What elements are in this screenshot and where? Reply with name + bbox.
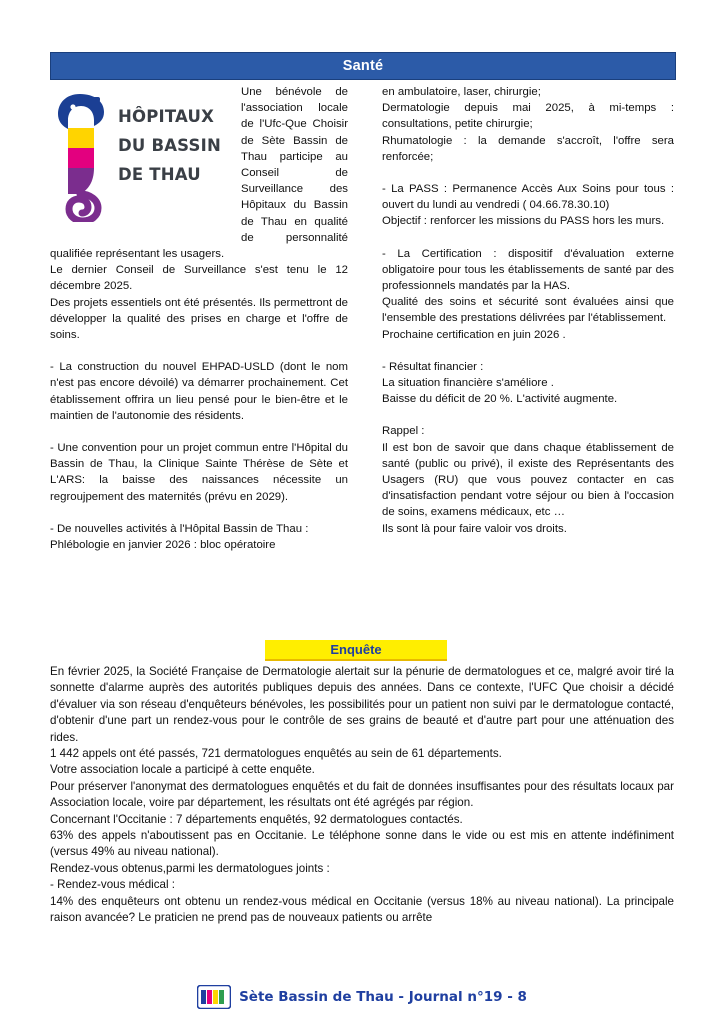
paragraph-rappel-droits: Ils sont là pour faire valoir vos droits. bbox=[382, 522, 567, 535]
section-banner-sante bbox=[50, 52, 676, 80]
enquete-paragraph-6: 63% des appels n'aboutissent pas en Occitanie. Le téléphone sonne dans le vide ou est mis en attente indéfiniment (versus 49% au niveau national). bbox=[50, 829, 674, 859]
spacer bbox=[50, 343, 348, 359]
paragraph-baisse-deficit: Baisse du déficit de 20 %. L'activité augmente. bbox=[382, 393, 618, 406]
enquete-paragraph-9: 14% des enquêteurs ont obtenu un rendez-vous médical en Occitanie (versus 18% au niveau national). La principale raison avancée? Le praticien ne prend pas de nouveaux patients ou arrête bbox=[50, 894, 674, 925]
paragraph-rappel-title: Rappel : bbox=[382, 425, 425, 438]
paragraph-qualite-soins: Qualité des soins et sécurité sont évaluées ainsi que l'ensemble des prestations délivrées par l'établissement. bbox=[382, 296, 674, 325]
paragraph-prochaine-certification: Prochaine certification en juin 2026 . bbox=[382, 328, 566, 341]
paragraph-projets: Des projets essentiels ont été présentés. Ils permettront de développer la qualité des prises en charge et l'offre de soins. bbox=[50, 296, 348, 342]
spacer bbox=[382, 343, 674, 359]
paragraph-rhumatologie: Rhumatologie : la demande s'accroît, l'offre sera renforcée; bbox=[382, 134, 674, 163]
paragraph-rappel-body: Il est bon de savoir que dans chaque établissement de santé (public ou privé), il existe des Représentants des Usagers (RU) que vous pouvez contacter en cas d'insatisfaction pendant votre séjour ou bien à l'occasion de soins, examens médicaux, etc … bbox=[382, 441, 674, 519]
hopitaux-bassin-thau-logo bbox=[50, 84, 235, 234]
logo-line-2: DU BASSIN bbox=[118, 136, 221, 155]
spacer bbox=[382, 230, 674, 246]
paragraph-ehpad: - La construction du nouvel EHPAD-USLD (dont le nom n'est pas encore dévoilé) va démarrer prochainement. Cet établissement offrira un lieu pensé pour le bien-être et le maintien de l'autonomie des résidents. bbox=[50, 361, 348, 422]
paragraph-nouvelles-activites: - De nouvelles activités à l'Hôpital Bassin de Thau : bbox=[50, 522, 309, 535]
paragraph-conseil-date: Le dernier Conseil de Surveillance s'est tenu le 12 décembre 2025. bbox=[50, 264, 348, 293]
left-column bbox=[50, 84, 348, 553]
paragraph-situation-financiere: La situation financière s'améliore . bbox=[382, 377, 554, 390]
spacer bbox=[50, 505, 348, 521]
paragraph-dermatologie: Dermatologie depuis mai 2025, à mi-temps : consultations, petite chirurgie; bbox=[382, 102, 674, 131]
enquete-paragraph-1: En février 2025, la Société Française de Dermatologie alertait sur la pénurie de dermatologues et ce, malgré avoir tiré la sonnette d'alarme auprès des autorités publiques depuis des années. Dans ce contexte, l'UFC Que choisir a décidé d'évaluer via son réseau d'enquêteurs bénévoles, les possibilités pour un patient non suivi par le dermatologue contacté, d'obtenir d'une part un rendez-vous pour le contrôle de ses grains de beauté et d'autre part pour une atténuation des rides. bbox=[50, 665, 674, 744]
paragraph-intro: Une bénévole de l'association locale de l'Ufc-Que Choisir de Sète Bassin de Thau participe au Conseil de Surveillance des Hôpitaux du Bassin de Thau en qualité de personnalité qualifiée représentant les usagers. bbox=[50, 86, 348, 261]
footer-text: Sète Bassin de Thau - Journal n°19 - 8 bbox=[239, 989, 527, 1005]
logo-wordmark bbox=[118, 102, 236, 189]
enquete-heading bbox=[265, 640, 447, 661]
section-title: Santé bbox=[342, 58, 384, 74]
paragraph-pass: - La PASS : Permanence Accès Aux Soins pour tous : ouvert du lundi au vendredi ( 04.66.78.30.10) bbox=[382, 183, 674, 212]
paragraph-phlebologie: Phlébologie en janvier 2026 : bloc opératoire bbox=[50, 539, 276, 552]
page-footer bbox=[50, 980, 674, 1014]
enquete-paragraph-4: Pour préserver l'anonymat des dermatologues enquêtés et du fait de données insuffisantes pour des résultats locaux par Association locale, voire par département, les résultats ont été agrégés par région. bbox=[50, 779, 674, 810]
spacer bbox=[382, 165, 674, 181]
enquete-paragraph-2: 1 442 appels ont été passés, 721 dermatologues enquêtés au sein de 61 départements. bbox=[50, 747, 502, 761]
paragraph-pass-objectif: Objectif : renforcer les missions du PASS hors les murs. bbox=[382, 215, 665, 228]
right-column bbox=[382, 84, 674, 537]
spacer bbox=[382, 407, 674, 423]
enquete-paragraph-5: Concernant l'Occitanie : 7 départements enquêtés, 92 dermatologues contactés. bbox=[50, 812, 463, 826]
enquete-paragraph-8: - Rendez-vous médical : bbox=[50, 878, 176, 892]
paragraph-ambulatoire: en ambulatoire, laser, chirurgie; bbox=[382, 86, 541, 98]
paragraph-certification: - La Certification : dispositif d'évaluation externe obligatoire pour tous les établissements de santé par des professionnels mandatés par la HAS. bbox=[382, 247, 674, 293]
logo-line-3: DE THAU bbox=[118, 165, 201, 184]
ufc-que-choisir-logo-icon bbox=[197, 985, 231, 1009]
logo-line-1: HÔPITAUX bbox=[118, 107, 215, 126]
seahorse-icon bbox=[50, 90, 116, 222]
enquete-paragraph-3: Votre association locale a participé à cette enquête. bbox=[50, 763, 315, 777]
enquete-paragraph-7: Rendez-vous obtenus,parmi les dermatologues joints : bbox=[50, 861, 330, 875]
paragraph-resultat-financier: - Résultat financier : bbox=[382, 360, 484, 373]
enquete-title: Enquête bbox=[330, 642, 382, 657]
spacer bbox=[50, 424, 348, 440]
paragraph-convention: - Une convention pour un projet commun entre l'Hôpital du Bassin de Thau, la Clinique Sainte Thérèse de Sète et L'ARS: la baisse des naissances nécessite un regroujpement des maternités (prévu en 2029). bbox=[50, 442, 348, 503]
enquete-body bbox=[50, 664, 674, 927]
